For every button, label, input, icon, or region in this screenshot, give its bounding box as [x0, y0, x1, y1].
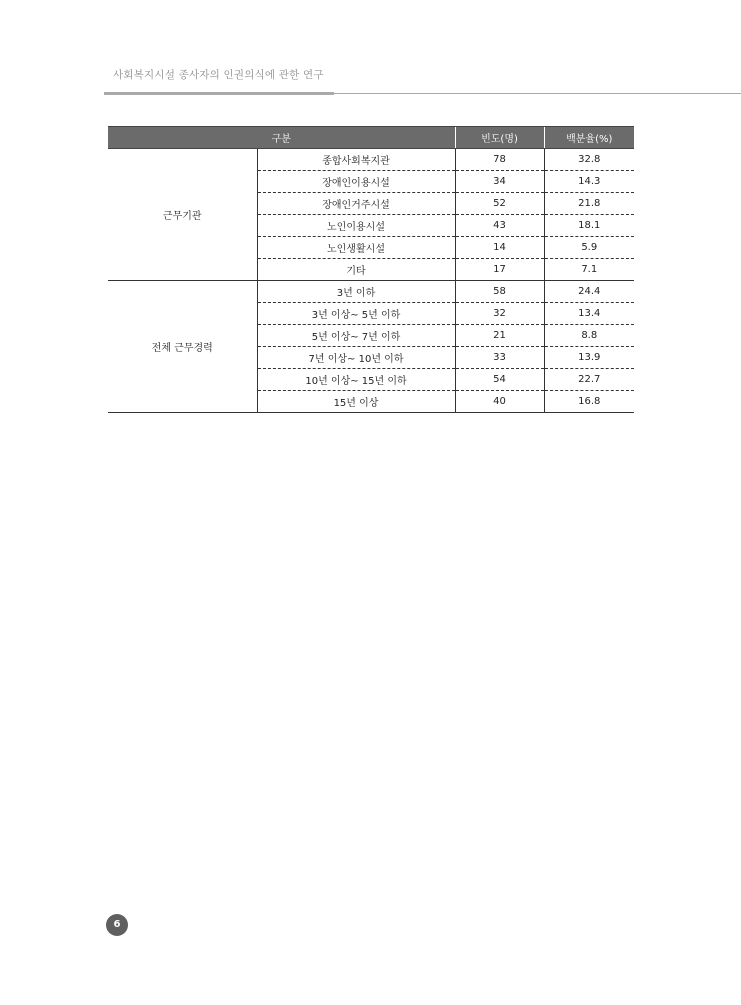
row-percentage: 32.8 [544, 149, 634, 171]
row-category: 3년 이하 [257, 281, 455, 303]
row-frequency: 21 [455, 325, 544, 347]
group-label-career: 전체 근무경력 [108, 281, 257, 413]
row-percentage: 13.4 [544, 303, 634, 325]
row-frequency: 54 [455, 369, 544, 391]
row-percentage: 22.7 [544, 369, 634, 391]
row-category: 장애인거주시설 [257, 193, 455, 215]
row-frequency: 52 [455, 193, 544, 215]
row-frequency: 58 [455, 281, 544, 303]
row-percentage: 14.3 [544, 171, 634, 193]
row-category: 노인이용시설 [257, 215, 455, 237]
row-percentage: 16.8 [544, 391, 634, 413]
group-label-workplace: 근무기관 [108, 149, 257, 281]
row-frequency: 33 [455, 347, 544, 369]
row-category: 15년 이상 [257, 391, 455, 413]
row-frequency: 17 [455, 259, 544, 281]
table-row [108, 149, 634, 171]
row-category: 7년 이상~ 10년 이하 [257, 347, 455, 369]
row-percentage: 13.9 [544, 347, 634, 369]
row-frequency: 40 [455, 391, 544, 413]
row-category: 기타 [257, 259, 455, 281]
row-frequency: 34 [455, 171, 544, 193]
column-header-frequency: 빈도(명) [455, 127, 544, 149]
row-frequency: 78 [455, 149, 544, 171]
row-category: 종합사회복지관 [257, 149, 455, 171]
row-percentage: 7.1 [544, 259, 634, 281]
row-percentage: 18.1 [544, 215, 634, 237]
table-header-row [108, 127, 634, 149]
row-category: 장애인이용시설 [257, 171, 455, 193]
running-header-title: 사회복지시설 종사자의 인권의식에 관한 연구 [113, 69, 324, 81]
header-rule-thick [104, 92, 334, 95]
header-rule-thin [334, 93, 741, 94]
column-header-percentage: 백분율(%) [544, 127, 634, 149]
statistics-table [108, 126, 634, 413]
row-category: 5년 이상~ 7년 이하 [257, 325, 455, 347]
row-category: 노인생활시설 [257, 237, 455, 259]
row-category: 3년 이상~ 5년 이하 [257, 303, 455, 325]
row-percentage: 24.4 [544, 281, 634, 303]
row-percentage: 21.8 [544, 193, 634, 215]
row-category: 10년 이상~ 15년 이하 [257, 369, 455, 391]
page-number-badge: 6 [106, 914, 128, 936]
row-percentage: 5.9 [544, 237, 634, 259]
column-header-category: 구분 [108, 127, 455, 149]
row-frequency: 43 [455, 215, 544, 237]
row-frequency: 14 [455, 237, 544, 259]
table-row [108, 281, 634, 303]
row-percentage: 8.8 [544, 325, 634, 347]
row-frequency: 32 [455, 303, 544, 325]
